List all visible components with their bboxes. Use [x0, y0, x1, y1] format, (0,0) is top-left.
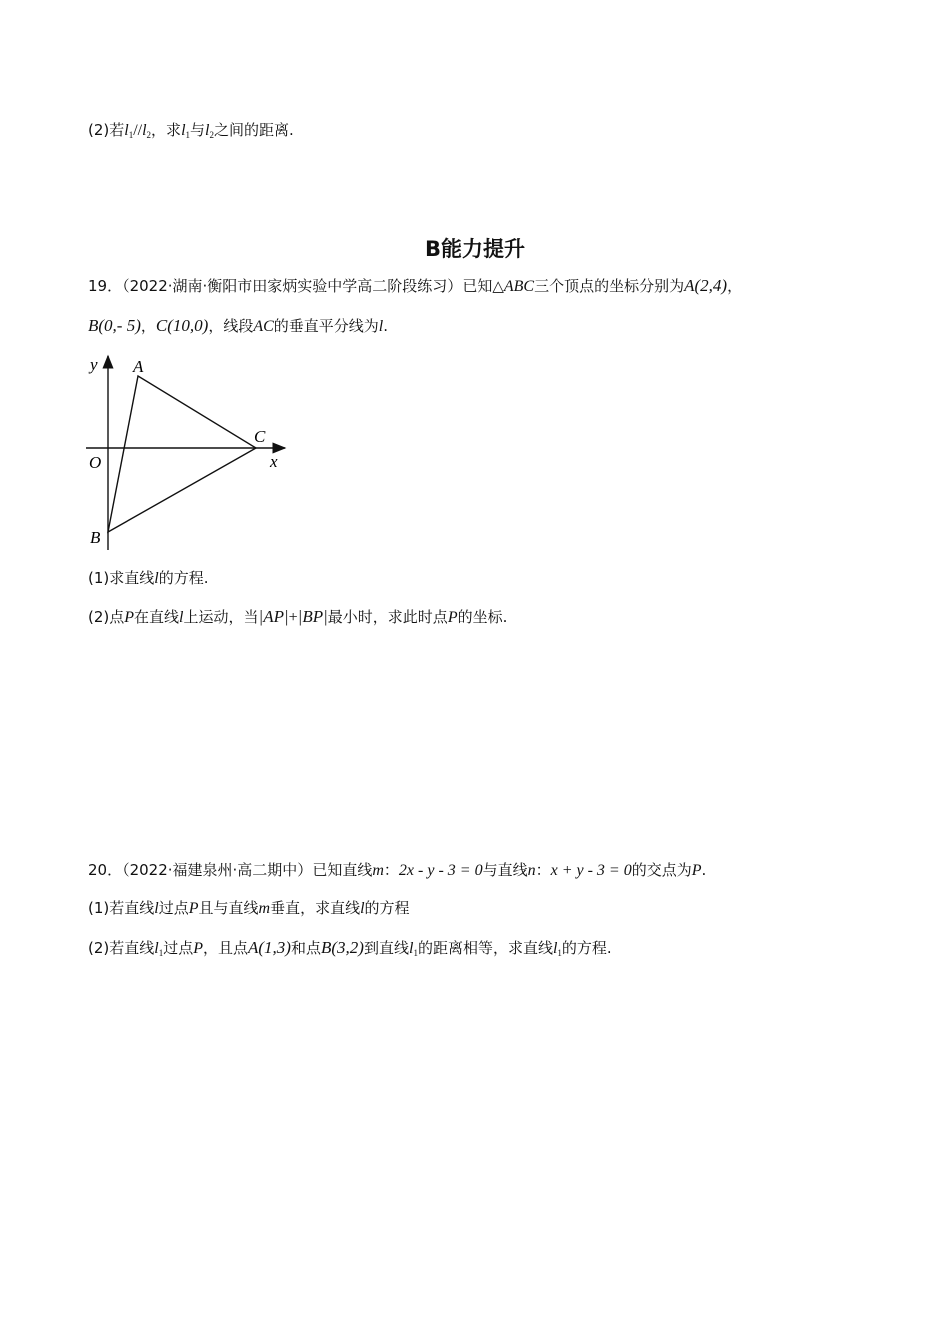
x-axis-label: x: [270, 452, 278, 471]
q20-part2-mid2: ，且点: [203, 939, 249, 957]
parallel-symbol: //: [133, 122, 143, 139]
q20-text2: 与直线: [482, 861, 528, 879]
q18-part2-prefix: (2)若: [88, 121, 125, 139]
var-l1-b-sub: 1: [185, 130, 191, 140]
var-l1-c-sub: 1: [557, 948, 562, 958]
var-l1: l: [154, 940, 159, 957]
q19-part2-mid1: 在直线: [134, 608, 180, 626]
vertex-c-label: C: [254, 427, 266, 446]
q20-part2-mid3: 到直线: [363, 939, 409, 957]
var-l: l: [378, 318, 384, 335]
var-m: m: [258, 900, 271, 917]
equation-n: x + y - 3 = 0: [550, 862, 632, 879]
var-l: l: [179, 609, 184, 626]
q20-part2-mid4: 的距离相等，求直线: [417, 939, 553, 957]
q20-source: （2022·福建泉州·高二期中）: [122, 861, 313, 879]
q19-text2: 三个顶点的坐标分别为: [534, 277, 685, 295]
q20-stem: [88, 860, 706, 881]
origin-label: O: [89, 453, 102, 472]
plus-sign: +: [288, 609, 298, 626]
var-p: P: [193, 940, 203, 957]
q19-source: （2022·湖南·衡阳市田家炳实验中学高二阶段练习）: [122, 277, 463, 295]
abs-bp: |BP|: [297, 607, 328, 626]
var-p: P: [188, 900, 199, 917]
var-l2-b: l: [205, 122, 210, 139]
var-l2-sub: 2: [146, 130, 152, 140]
q19-part1: [88, 568, 208, 589]
q19-part1-tail: 的方程.: [158, 569, 209, 587]
var-p-2: P: [447, 609, 458, 626]
q19-part2: [88, 607, 507, 628]
var-l: l: [154, 900, 159, 917]
y-axis-label: y: [90, 355, 98, 374]
point-b-coord: B(0,- 5): [88, 316, 141, 335]
triangle-abc-shape: [108, 376, 256, 532]
equation-m: 2x - y - 3 = 0: [398, 862, 483, 879]
q19-stem-line1: [88, 276, 742, 297]
segment-ac: AC: [253, 318, 274, 335]
q19-part1-prefix: (1)求直线: [88, 569, 155, 587]
point-b-coord: B(3,2): [321, 938, 364, 957]
q19-text1: 已知△: [462, 277, 504, 295]
q19-dot: .: [383, 317, 389, 335]
abs-ap: |AP|: [258, 607, 289, 626]
q20-dot: .: [701, 861, 707, 879]
var-l1-sub: 1: [158, 948, 164, 958]
q20-part1-mid2: 且与直线: [198, 899, 259, 917]
section-title: B能力提升: [424, 237, 525, 261]
q18-part2-and: 与: [190, 121, 206, 139]
triangle-abc: ABC: [503, 278, 535, 295]
q20-part1-tail: 的方程: [364, 899, 410, 917]
var-l: l: [154, 570, 159, 587]
q20-part2-and: 和点: [290, 939, 321, 957]
q20-number: 20．: [88, 861, 123, 879]
var-l-2: l: [360, 900, 365, 917]
var-p: P: [124, 609, 135, 626]
var-n: n: [527, 862, 536, 879]
q20-part1: [88, 898, 410, 919]
var-l1: l: [124, 122, 129, 139]
var-l1-b-sub: 1: [413, 948, 418, 958]
point-c-coord: C(10,0): [155, 316, 209, 335]
q19-comma-2: ，: [140, 317, 156, 335]
q19-number: 19．: [88, 277, 123, 295]
q19-text3: ，线段: [208, 317, 254, 335]
var-l1-b: l: [181, 122, 186, 139]
q20-colon-2: ：: [535, 861, 551, 879]
q18-part2: [88, 120, 294, 145]
q19-part2-prefix: (2)点: [88, 608, 125, 626]
q19-triangle-figure: [80, 350, 300, 560]
q18-part2-tail: 之间的距离.: [213, 121, 294, 139]
q20-text1: 已知直线: [312, 861, 373, 879]
q19-comma: ，: [727, 277, 743, 295]
var-p: P: [691, 862, 702, 879]
q20-part1-prefix: (1)若直线: [88, 899, 155, 917]
q18-part2-mid: ，求: [151, 121, 182, 139]
var-m: m: [372, 862, 384, 879]
q19-part2-tail1: 最小时，求此时点: [327, 608, 448, 626]
q20-text3: 的交点为: [631, 861, 692, 879]
q20-part2: [88, 938, 612, 963]
q20-part2-prefix: (2)若直线: [88, 939, 155, 957]
q19-part2-mid2: 上运动，当: [183, 608, 259, 626]
point-a-coord: A(2,4): [684, 276, 728, 295]
vertex-a-label: A: [133, 357, 144, 376]
q20-part2-mid1: 过点: [163, 939, 194, 957]
q19-part2-tail2: 的坐标.: [457, 608, 508, 626]
point-a-coord: A(1,3): [248, 938, 291, 957]
q20-part1-mid3: 垂直，求直线: [270, 899, 361, 917]
q20-part1-mid1: 过点: [158, 899, 189, 917]
var-l2: l: [142, 122, 147, 139]
q20-colon: ：: [383, 861, 399, 879]
q19-text4: 的垂直平分线为: [273, 317, 379, 335]
var-l2-b-sub: 2: [209, 130, 214, 140]
var-l1-sub: 1: [128, 130, 134, 140]
vertex-b-label: B: [90, 528, 101, 547]
q20-part2-tail: 的方程.: [561, 939, 612, 957]
var-l1-c: l: [552, 940, 558, 957]
q19-stem-line2: [88, 316, 388, 337]
var-l1-b: l: [408, 940, 414, 957]
